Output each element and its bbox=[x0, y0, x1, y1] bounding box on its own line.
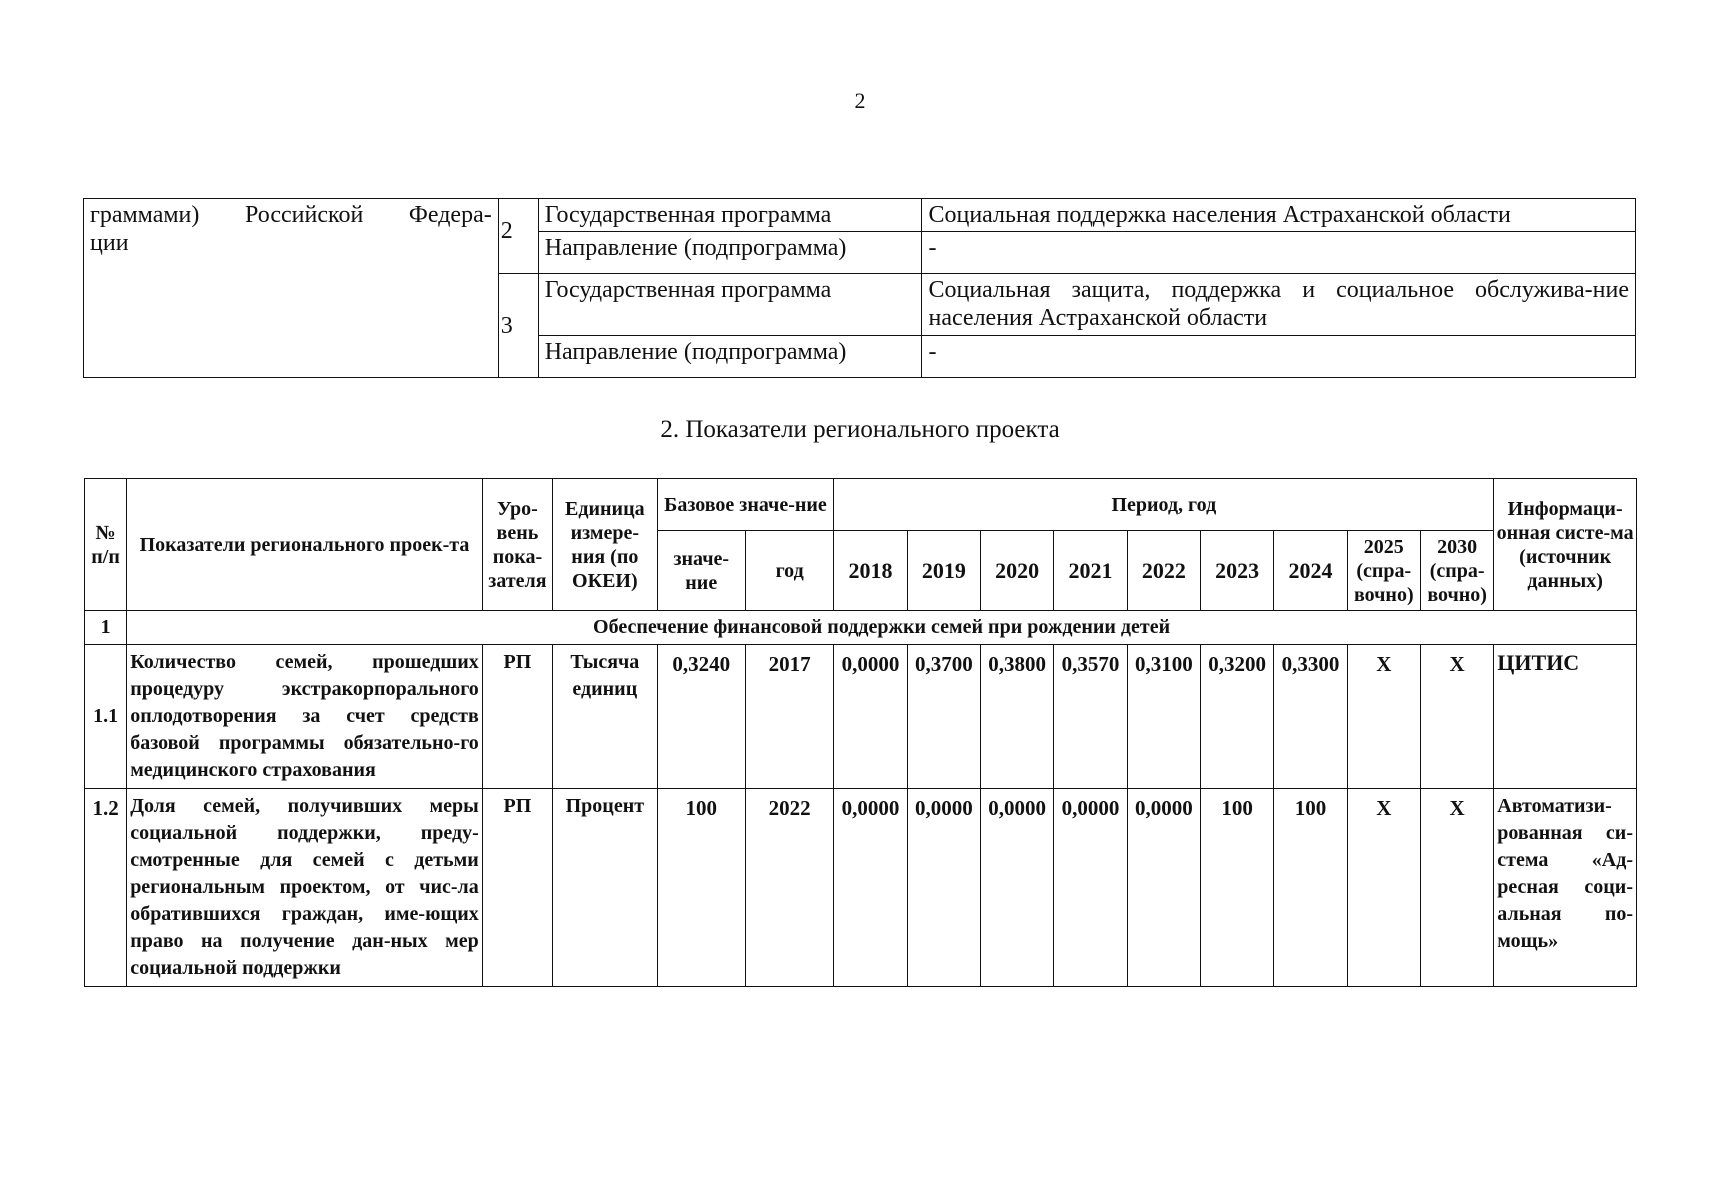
info-system: Автоматизи-рованная си-стема «Ад-ресная соци-альная по-мощь» bbox=[1494, 789, 1637, 987]
header-year: 2023 bbox=[1200, 531, 1273, 611]
direction-label: Направление (подпрограмма) bbox=[538, 232, 922, 274]
indicator-unit: Тысяча единиц bbox=[553, 645, 657, 789]
value-2023: 0,3200 bbox=[1200, 645, 1273, 789]
header-year: 2020 bbox=[981, 531, 1054, 611]
base-year: 2022 bbox=[745, 789, 833, 987]
value-2018: 0,0000 bbox=[834, 645, 907, 789]
value-2019: 0,3700 bbox=[907, 645, 980, 789]
value-2024: 100 bbox=[1274, 789, 1347, 987]
header-level: Уро-вень пока-зателя bbox=[482, 479, 552, 611]
group-title: Обеспечение финансовой поддержки семей при рождении детей bbox=[127, 611, 1637, 645]
federal-program-line1: граммами) Российской Федера- bbox=[90, 202, 492, 228]
value-2024: 0,3300 bbox=[1274, 645, 1347, 789]
row-num: 1.1 bbox=[85, 645, 127, 789]
indicator-name: Доля семей, получивших меры социальной поддержки, преду-смотренные для семей с детьми региональным проектом, от чис-ла обратившихся граждан, име-ющих право на получение дан-ных мер социальной поддержки bbox=[127, 789, 483, 987]
header-base: Базовое значе-ние bbox=[657, 479, 834, 531]
header-year: 2021 bbox=[1054, 531, 1127, 611]
row-number: 3 bbox=[498, 274, 538, 378]
table-row bbox=[85, 645, 1637, 789]
value-2019: 0,0000 bbox=[907, 789, 980, 987]
header-base-year: год bbox=[745, 531, 833, 611]
header-year-2030: 2030 (спра-вочно) bbox=[1420, 531, 1493, 611]
value-2022: 0,3100 bbox=[1127, 645, 1200, 789]
program-value: Социальная поддержка населения Астраханской области bbox=[922, 199, 1636, 232]
value-2030: X bbox=[1420, 789, 1493, 987]
program-table bbox=[83, 198, 1636, 378]
base-year: 2017 bbox=[745, 645, 833, 789]
row-number: 2 bbox=[498, 199, 538, 274]
value-2030: X bbox=[1420, 645, 1493, 789]
page-number: 2 bbox=[854, 88, 866, 113]
header-num: № п/п bbox=[85, 479, 127, 611]
indicator-unit: Процент bbox=[553, 789, 657, 987]
header-unit: Единица измере-ния (по ОКЕИ) bbox=[553, 479, 657, 611]
header-period: Период, год bbox=[834, 479, 1494, 531]
table-row bbox=[85, 789, 1637, 987]
direction-label: Направление (подпрограмма) bbox=[538, 336, 922, 378]
value-2020: 0,0000 bbox=[981, 789, 1054, 987]
direction-value: - bbox=[922, 232, 1636, 274]
base-value: 100 bbox=[657, 789, 745, 987]
program-label: Государственная программа bbox=[538, 199, 922, 232]
value-2025: X bbox=[1347, 789, 1420, 987]
value-2020: 0,3800 bbox=[981, 645, 1054, 789]
header-base-value: значе-ние bbox=[657, 531, 745, 611]
program-value: Социальная защита, поддержка и социальное обслужива-ние населения Астраханской области bbox=[922, 274, 1636, 336]
header-year: 2022 bbox=[1127, 531, 1200, 611]
value-2021: 0,3570 bbox=[1054, 645, 1127, 789]
program-label: Государственная программа bbox=[538, 274, 922, 336]
indicator-level: РП bbox=[482, 645, 552, 789]
section-title: 2. Показатели регионального проекта bbox=[660, 416, 1060, 443]
federal-program-line2: ции bbox=[90, 230, 129, 256]
indicator-name: Количество семей, прошедших процедуру экстракорпорального оплодотворения за счет средств базовой программы обязательно-го медицинского страхования bbox=[127, 645, 483, 789]
base-value: 0,3240 bbox=[657, 645, 745, 789]
row-num: 1.2 bbox=[85, 789, 127, 987]
header-year: 2018 bbox=[834, 531, 907, 611]
value-2021: 0,0000 bbox=[1054, 789, 1127, 987]
value-2022: 0,0000 bbox=[1127, 789, 1200, 987]
header-indicator: Показатели регионального проек-та bbox=[127, 479, 483, 611]
info-system: ЦИТИС bbox=[1494, 645, 1637, 789]
indicators-table bbox=[84, 478, 1637, 987]
value-2018: 0,0000 bbox=[834, 789, 907, 987]
direction-value: - bbox=[922, 336, 1636, 378]
value-2025: X bbox=[1347, 645, 1420, 789]
header-year: 2019 bbox=[907, 531, 980, 611]
value-2023: 100 bbox=[1200, 789, 1273, 987]
group-num: 1 bbox=[85, 611, 127, 645]
federal-program-cell bbox=[84, 199, 499, 378]
header-year-2025: 2025 (спра-вочно) bbox=[1347, 531, 1420, 611]
header-info: Информаци-онная систе-ма (источник данных) bbox=[1494, 479, 1637, 611]
header-year: 2024 bbox=[1274, 531, 1347, 611]
indicator-level: РП bbox=[482, 789, 552, 987]
